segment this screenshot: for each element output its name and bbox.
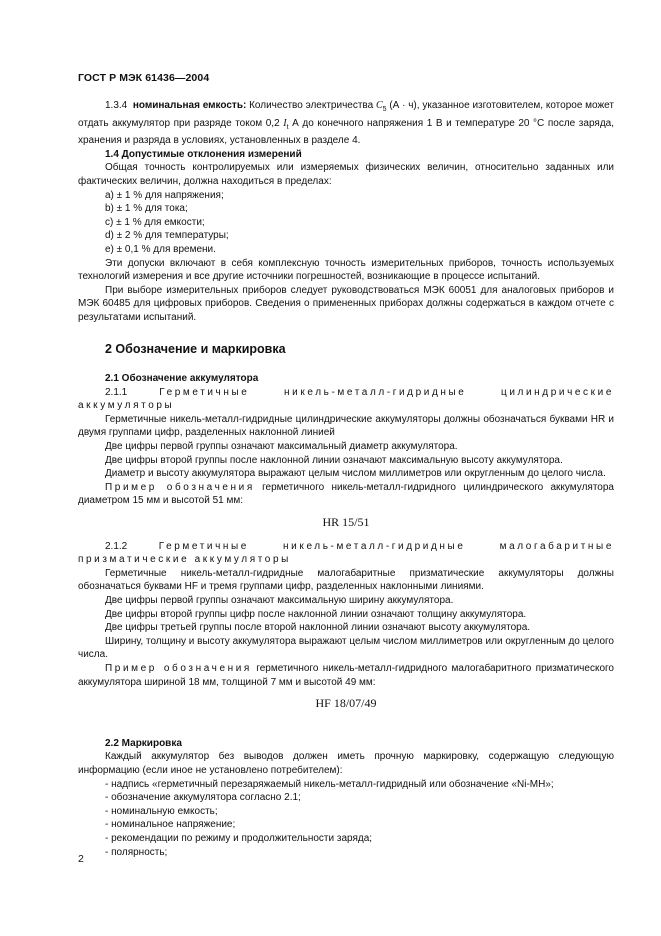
clause-number: 2.1.1 (105, 386, 160, 398)
list-item: d) ± 2 % для температуры; (105, 230, 229, 242)
clause-2-1-1-title (78, 386, 614, 413)
current-symbol: I (283, 117, 287, 129)
example-text: герметичного никель-металл-гидридного цилиндрического аккумулятора диаметром 15 мм и высотой 51 мм: (78, 481, 614, 507)
list-item: b) ± 1 % для тока; (105, 203, 188, 215)
paragraph: Две цифры второй группы цифр после наклонной линии означают толщину аккумулятора. (105, 608, 527, 620)
paragraph: Общая точность контролируемых или измеряемых физических величин, относительно заданных или фактических величин, должна находиться в пределах: (78, 162, 614, 187)
list-item: e) ± 0,1 % для времени. (105, 243, 216, 255)
paragraph: Эти допуски включают в себя комплексную точность измерительных приборов, точность используемых технологий измерения и все другие источники погрешностей, возникающие в процессе испытаний. (78, 257, 614, 283)
subsection-title-2-2 (78, 737, 614, 751)
clause-text: А до конечного напряжения 1 В и температуре 20 °С после заряда, хранения и разряда в условиях, установленных в разделе 4. (78, 117, 614, 147)
paragraph: Каждый аккумулятор без выводов должен иметь прочную маркировку, содержащую следующую информацию (если иное не установлено потребителем): (78, 751, 614, 776)
paragraph: Две цифры первой группы означают максимальный диаметр аккумулятора. (105, 441, 458, 453)
capacity-subscript: 5 (382, 106, 387, 113)
paragraph: Две цифры второй группы после наклонной линии означают максимальную высоту аккумулятора. (105, 454, 563, 466)
paragraph: Герметичные никель-металл-гидридные малогабаритные призматические аккумуляторы должны обозначаться буквами HF и тремя группами цифр, разделенных наклонными линиями. (78, 567, 614, 593)
list-item: c) ± 1 % для емкости; (105, 216, 205, 228)
list-item: - полярность; (105, 846, 168, 858)
list-item: - номинальное напряжение; (105, 819, 236, 831)
designation-formula-hr: HR 15/51 (322, 515, 370, 530)
subsection-title-text: 2.1 Обозначение аккумулятора (105, 373, 259, 385)
paragraph: Две цифры третьей группы после второй наклонной линии означают высоту аккумулятора. (105, 622, 531, 634)
example-paragraph (78, 481, 614, 508)
current-subscript: t (286, 123, 289, 131)
paragraph: При выборе измерительных приборов следует руководствоваться МЭК 60051 для аналоговых приборов и МЭК 60485 для цифровых приборов. Сведения о примененных приборах должны содержаться в каждом отчете с результатами испытаний. (78, 284, 614, 323)
list-item: - надпись «герметичный перезаряжаемый никель-металл-гидридный или обозначение «Ni-MH»; (105, 778, 554, 790)
subsection-title-2-1 (78, 372, 614, 386)
term-rated-capacity: номинальная емкость: (132, 100, 247, 111)
paragraph: Две цифры первой группы означают максимальную ширину аккумулятора. (105, 595, 454, 606)
clause-title: Герметичные никель-металл-гидридные цилиндрические аккумуляторы (78, 386, 614, 412)
example-label: Пример обозначения (105, 481, 255, 493)
example-paragraph (78, 662, 614, 689)
clause-1-3-4 (78, 99, 614, 148)
clause-text: (А · ч), указанное изготовителем, которое может отдать аккумулятор при разряде током 0,2 (78, 100, 614, 129)
list-item: - номинальную емкость; (105, 805, 218, 817)
subsection-title-text: 2.2 Маркировка (105, 737, 182, 749)
list-item: - обозначение аккумулятора согласно 2.1; (105, 792, 301, 804)
paragraph: Герметичные никель-металл-гидридные цилиндрические аккумуляторы должны обозначаться буквами HR и двумя группами цифр, разделенных наклонной линией (78, 413, 614, 439)
paragraph: Диаметр и высоту аккумулятора выражают целым числом миллиметров или округленным до целого числа. (105, 468, 606, 480)
clause-number: 1.3.4 (105, 100, 128, 111)
capacity-symbol: C (375, 100, 383, 111)
paragraph: Ширину, толщину и высоту аккумулятора выражают целым числом миллиметров или округленным до целого числа. (78, 635, 614, 661)
section-title-2: 2 Обозначение и маркировка (105, 341, 286, 356)
list-item: a) ± 1 % для напряжения; (105, 189, 224, 201)
designation-formula-hf: HF 18/07/49 (315, 696, 377, 711)
example-label: Пример обозначения (105, 662, 252, 674)
subsection-title-1-4 (78, 148, 614, 162)
document-body (78, 99, 614, 859)
clause-2-1-2-title (78, 540, 614, 567)
clause-number: 2.1.2 (105, 540, 159, 552)
example-text: герметичного никель-металл-гидридного малогабаритного призматического аккумулятора шириной 18 мм, толщиной 7 мм и высотой 49 мм: (78, 662, 614, 688)
clause-text: Количество электричества (246, 100, 376, 111)
clause-title: Герметичные никель-металл-гидридные малогабаритные призматические аккумуляторы (78, 540, 614, 566)
document-header: ГОСТ Р МЭК 61436—2004 (78, 72, 210, 84)
list-item: - рекомендации по режиму и продолжительности заряда; (105, 832, 373, 844)
page-number: 2 (78, 853, 84, 865)
subsection-title-text: 1.4 Допустимые отклонения измерений (105, 148, 302, 160)
